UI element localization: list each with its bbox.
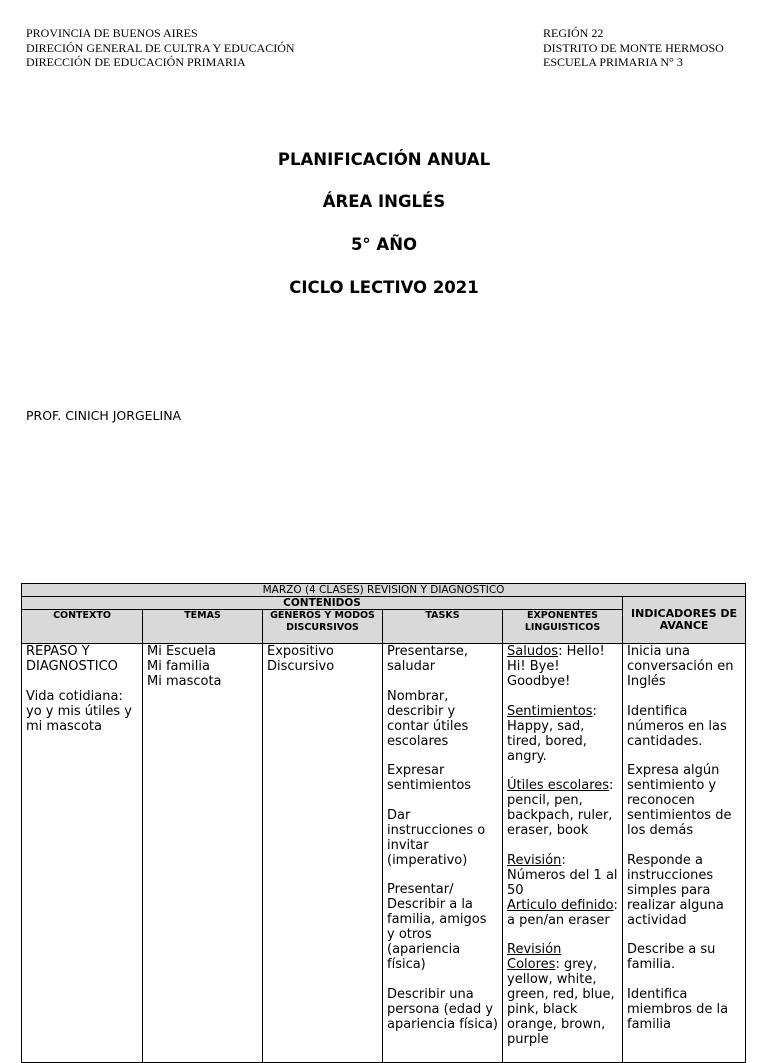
exponente-revision bbox=[507, 853, 618, 898]
tema-item: Mi mascota bbox=[147, 674, 222, 689]
exponente-text: : Hello! Hi! Bye! Goodbye! bbox=[507, 644, 605, 689]
cell-temas bbox=[143, 644, 263, 1063]
header-district: DISTRITO DE MONTE HERMOSO bbox=[543, 40, 724, 55]
header-direction-general: DIRECIÓN GENERAL DE CULTRA Y EDUCACIÓN bbox=[26, 40, 295, 55]
cell-tasks bbox=[383, 644, 503, 1063]
header-left bbox=[26, 26, 295, 70]
contexto-item: Vida cotidiana: yo y mis útiles y mi mascota bbox=[26, 688, 132, 734]
header-school: ESCUELA PRIMARIA N° 3 bbox=[543, 55, 683, 69]
teacher-name: PROF. CINICH JORGELINA bbox=[26, 408, 182, 423]
contexto-item: REPASO Y DIAGNOSTICO bbox=[26, 644, 118, 674]
exponente-text: : a pen/an eraser bbox=[507, 897, 618, 928]
header-direction-primary: DIRECCIÓN DE EDUCACIÓN PRIMARIA bbox=[26, 55, 246, 69]
task-item: Describir una persona (edad y apariencia física) bbox=[387, 986, 498, 1032]
exponente-label: Revisión bbox=[507, 852, 562, 868]
contents-band: CONTENIDOS bbox=[22, 597, 623, 610]
tema-item: Mi Escuela bbox=[147, 644, 216, 659]
cell-contexto bbox=[22, 644, 143, 1063]
indicador-item: Expresa algún sentimiento y reconocen sentimientos de los demás bbox=[627, 763, 732, 838]
task-item: Dar instrucciones o invitar (imperativo) bbox=[387, 807, 486, 868]
col-generos: GENEROS Y MODOS DISCURSIVOS bbox=[263, 610, 383, 644]
tema-item: Mi familia bbox=[147, 659, 210, 674]
col-indicadores: INDICADORES DE AVANCE bbox=[623, 597, 746, 644]
indicador-item: Identifica números en las cantidades. bbox=[627, 703, 727, 749]
task-item: Presentarse, saludar bbox=[387, 644, 468, 674]
exponente-text: : grey, yellow, white, green, red, blue, pink, black orange, brown, purple bbox=[507, 957, 615, 1047]
exponente-label: Sentimientos bbox=[507, 703, 593, 719]
col-temas: TEMAS bbox=[143, 610, 263, 644]
exponente-text: : Números del 1 al 50 bbox=[507, 852, 618, 898]
exponente-colores bbox=[507, 942, 618, 1047]
table-row bbox=[22, 644, 746, 1063]
col-exponentes: EXPONENTES LINGUISTICOS bbox=[503, 610, 623, 644]
task-item: Nombrar, describir y contar útiles escolares bbox=[387, 688, 469, 749]
exponente-utiles bbox=[507, 778, 618, 838]
exponente-text: : pencil, pen, backpach, ruler, eraser, book bbox=[507, 778, 614, 838]
title-year: 5° AÑO bbox=[350, 235, 418, 254]
exponente-sentimientos bbox=[507, 704, 618, 764]
exponente-articulo bbox=[507, 898, 618, 928]
exponente-label: Revisión Colores bbox=[507, 942, 562, 972]
header-region: REGIÓN 22 bbox=[543, 26, 604, 40]
exponente-text: : Happy, sad, tired, bored, angry. bbox=[507, 703, 597, 764]
planning-table bbox=[21, 583, 746, 1063]
exponente-label: Articulo definido bbox=[507, 897, 614, 913]
exponente-label: Saludos bbox=[507, 644, 559, 659]
indicador-item: Inicia una conversación en Inglés bbox=[627, 644, 734, 689]
header-province: PROVINCIA DE BUENOS AIRES bbox=[26, 26, 198, 40]
cell-generos bbox=[263, 644, 383, 1063]
col-tasks: TASKS bbox=[383, 610, 503, 644]
indicador-item: Responde a instrucciones simples para realizar alguna actividad bbox=[627, 852, 724, 928]
genero-item: Expositivo bbox=[267, 644, 334, 659]
task-item: Presentar/ Describir a la familia, amigos y otros (apariencia física) bbox=[387, 882, 487, 972]
title-plan: PLANIFICACIÓN ANUAL bbox=[277, 150, 491, 169]
cell-exponentes bbox=[503, 644, 623, 1063]
indicador-item: Identifica miembros de la familia bbox=[627, 986, 729, 1032]
exponente-saludos bbox=[507, 644, 618, 689]
genero-item: Discursivo bbox=[267, 659, 335, 674]
period-band: MARZO (4 CLASES) REVISION Y DIAGNOSTICO bbox=[22, 584, 746, 597]
col-contexto: CONTEXTO bbox=[22, 610, 143, 644]
title-area: ÁREA INGLÉS bbox=[322, 192, 446, 211]
header-right bbox=[543, 26, 724, 70]
cell-indicadores bbox=[623, 644, 746, 1063]
task-item: Expresar sentimientos bbox=[387, 763, 472, 793]
title-cycle: CICLO LECTIVO 2021 bbox=[289, 278, 479, 297]
exponente-label: Útiles escolares bbox=[507, 778, 610, 793]
indicador-item: Describe a su familia. bbox=[627, 942, 716, 972]
